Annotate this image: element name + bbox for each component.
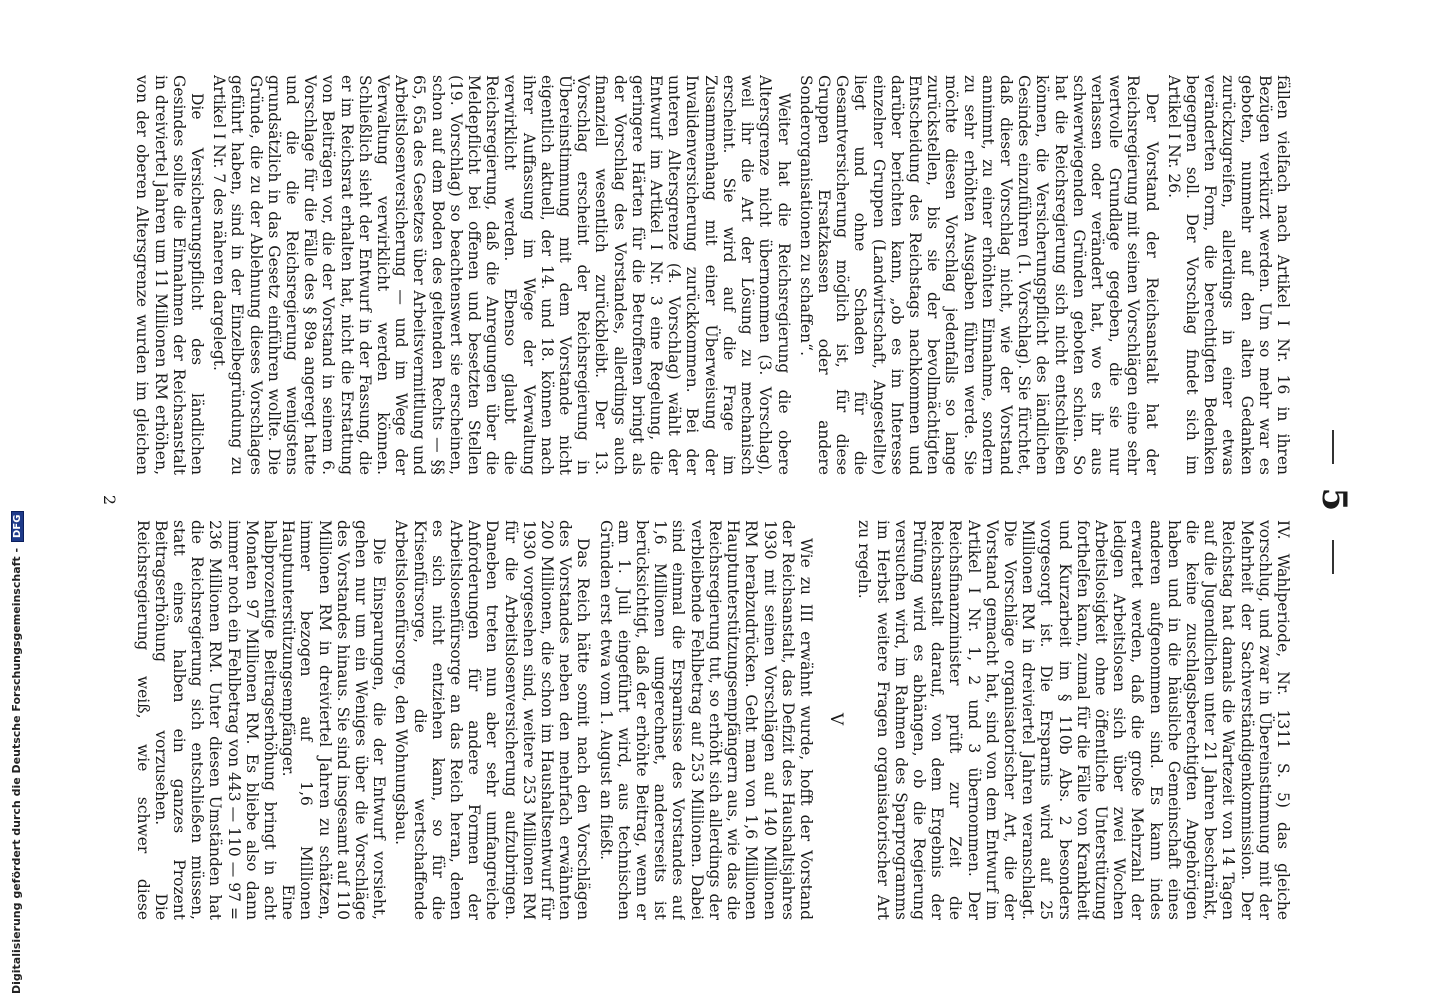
right-paragraph-3: Das Reich hätte somit nach den Vorschlägen des Vorstandes neben den mehrfach erwähnten 200 Millionen, die schon im Haushaltsentwurf für 1930 vorgesehen sind, weitere 253 Millionen RM für die Arbeitslosenversicherung aufzubringen. Daneben treten nun aber sehr umfangreiche Anforderungen für andere Formen der Arbeitslosenfürsorge an das Reich heran, denen es sich nicht entziehen kann, so für die Krisenfürsorge, die wertschaffende Arbeitslosenfürsorge, den Wohnungsbau. [392, 520, 593, 920]
footer-credit [10, 514, 28, 994]
header-dash-left [1332, 430, 1334, 464]
left-paragraph-1: fällen vielfach nach Artikel I Nr. 16 in ihren Bezügen verkürzt werden. Um so mehr war es geboten, nunmehr auf den alten Gedanken zurückzugreifen, allerdings in einer etwas veränderten Form, die berechtigten Bedenken begegnen soll. Der Vorschlag findet sich im Artikel I Nr. 26. [1164, 75, 1292, 475]
right-paragraph-4: Die Einsparungen, die der Entwurf vorsieht, gehen nur um ein Weniges über die Vorschläge des Vorstandes hinaus. Sie sind insgesamt auf 110 Millionen RM in dreiviertel Jahren zu schätzen, immer bezogen auf 1,6 Millionen Hauptunterstützungsempfänger. Eine halbprozentige Beitragserhöhung bringt in acht Monaten 97 Millionen RM. Es bliebe also dann immer noch ein Fehlbetrag von 443 — 110 — 97 = 236 Millionen RM. Unter diesen Umständen hat die Reichsregierung sich entschließen müssen, statt eines halben ein ganzes Prozent Beitragserhöhung vorzusehen. Die Reichsregierung weiß, wie schwer diese [133, 520, 389, 920]
signature-mark: 2 [100, 494, 119, 506]
footer-credit-text: Digitalisierung gefördert durch die Deutsche Forschungsgemeinschaft - [10, 547, 23, 994]
right-paragraph-2: Wie zu III erwähnt wurde, hofft der Vorstand der Reichsanstalt, das Defizit des Haushaltsjahres 1930 mit seinen Vorschlägen auf 140 Millionen RM herabzudrücken. Geht man von 1,6 Millionen Hauptunterstützungsempfängern aus, wie das die Reichsregierung tut, so erhöht sich allerdings der verbleibende Fehlbetrag auf 253 Millionen. Dabei sind einmal die Ersparnisse des Vorstandes auf 1,6 Millionen umgerechnet, andererseits ist berücksichtigt, daß der erhöhte Beitrag, wenn er am 1. Juli eingeführt wird, aus technischen Gründen erst etwa vom 1. August an fließt. [596, 520, 815, 920]
page-number: 5 [1314, 487, 1354, 513]
dfg-logo-icon: DFG [11, 511, 24, 542]
header-dash-right [1332, 540, 1334, 574]
section-heading-v: V [826, 712, 847, 728]
digitization-footer [8, 514, 28, 996]
left-paragraph-4: Die Versicherungspflicht des ländlichen Gesindes sollte die Einnahmen der Reichsanstalt in dreiviertel Jahren um 11 Millionen RM erhöhen, von der oberen Altersgrenze wurden im gleichen [133, 75, 207, 475]
left-text-column [132, 75, 1292, 475]
left-paragraph-2: Der Vorstand der Reichsanstalt hat der Reichsregierung mit seinen Vorschlägen eine sehr wertvolle Grundlage gegeben, die sie nur verlassen oder verändert hat, wo es ihr aus schwerwiegenden Gründen geboten schien. So hat die Reichsregierung sich nicht entschließen können, die Versicherungspflicht des ländlichen Gesindes einzuführen (1. Vorschlag). Sie fürchtet, daß dieser Vorschlag nicht, wie der Vorstand annimmt, zu einer erhöhten Einnahme, sondern zu sehr erhöhten Ausgaben führen werde. Sie möchte diesen Vorschlag jedenfalls so lange zurückstellen, bis sie der bevollmächtigten Entscheidung des Reichstags nachkommen und darüber berichten kann, „ob es im Interesse einzelner Gruppen (Landwirtschaft, Angestellte) liegt und ohne Schaden für die Gesamtversicherung möglich ist, für diese Gruppen Ersatzkassen oder andere Sonderorganisationen zu schaffen“. [796, 75, 1161, 475]
right-paragraph-1: IV. Wahlperiode, Nr. 1311 S. 5) das gleiche vorschlug, und zwar in Übereinstimmung mit der Mehrheit der Sachverständigenkommission. Der Reichstag hat damals die Wartezeit von 14 Tagen auf die Jugendlichen unter 21 Jahren beschränkt, die keine zuschlagsberechtigten Angehörigen haben und in die häusliche Gemeinschaft eines anderen aufgenommen sind. Es kann indes erwartet werden, daß die große Mehrzahl der ledigen Arbeitslosen sich über zwei Wochen Arbeitslosigkeit ohne öffentliche Unterstützung forthelfen kann, zumal für die Fälle von Krankheit und Kurzarbeit im § 110b Abs. 2 besonders vorgesorgt ist. Die Ersparnis wird auf 25 Millionen RM in dreiviertel Jahren veranschlagt. Die Vorschläge organisatorischer Art, die der Vorstand gemacht hat, sind von dem Entwurf im Artikel I Nr. 1, 2 und 3 übernommen. Der Reichsfinanzminister prüft zur Zeit die Reichsanstalt darauf, von dem Ergebnis der Prüfung wird es abhängen, ob die Regierung versuchen wird, im Rahmen des Sparprogramms im Herbst weitere Fragen organisatorischer Art zu regeln. [855, 520, 1292, 920]
left-paragraph-3: Weiter hat die Reichsregierung die obere Altersgrenze nicht übernommen (3. Vorschlag), weil ihr die Art der Lösung zu mechanisch erscheint. Sie wird auf die Frage im Zusammenhang mit einer Überweisung der Invalidenversicherung zurückkommen. Bei der unteren Altersgrenze (4. Vorschlag) wählt der Entwurf im Artikel I Nr. 3 eine Regelung, die geringere Härten für die Betroffenen bringt als der Vorschlag des Vorstandes, allerdings auch finanziell wesentlich zurückbleibt. Der 13. Vorschlag erscheint der Reichsregierung in Übereinstimmung mit dem Vorstande nicht eigentlich aktuell, der 14. und 18. können nach ihrer Auffassung im Wege der Verwaltung verwirklicht werden. Ebenso glaubt die Reichsregierung, daß die Anregungen über die Meldepflicht bei offenen und besetzten Stellen (19. Vorschlag) so beachtenswert sie erscheinen, schon auf dem Boden des geltenden Rechts — §§ 65, 65a des Gesetzes über Arbeitsvermittlung und Arbeitslosenversicherung — und im Wege der Verwaltung verwirklicht werden können. Schließlich sieht der Entwurf in der Fassung, die er im Reichsrat erhalten hat, nicht die Erstattung von Beiträgen vor, die der Vorstand in seinem 6. Vorschlage für die Fälle des § 89a angeregt hatte und die die Reichsregierung wenigstens grundsätzlich in das Gesetz einführen wollte. Die Gründe, die zu der Ablehnung dieses Vorschlages geführt haben, sind in der Einzelbegründung zu Artikel I Nr. 7 des näheren dargelegt. [210, 75, 793, 475]
right-text-column [132, 520, 1292, 920]
